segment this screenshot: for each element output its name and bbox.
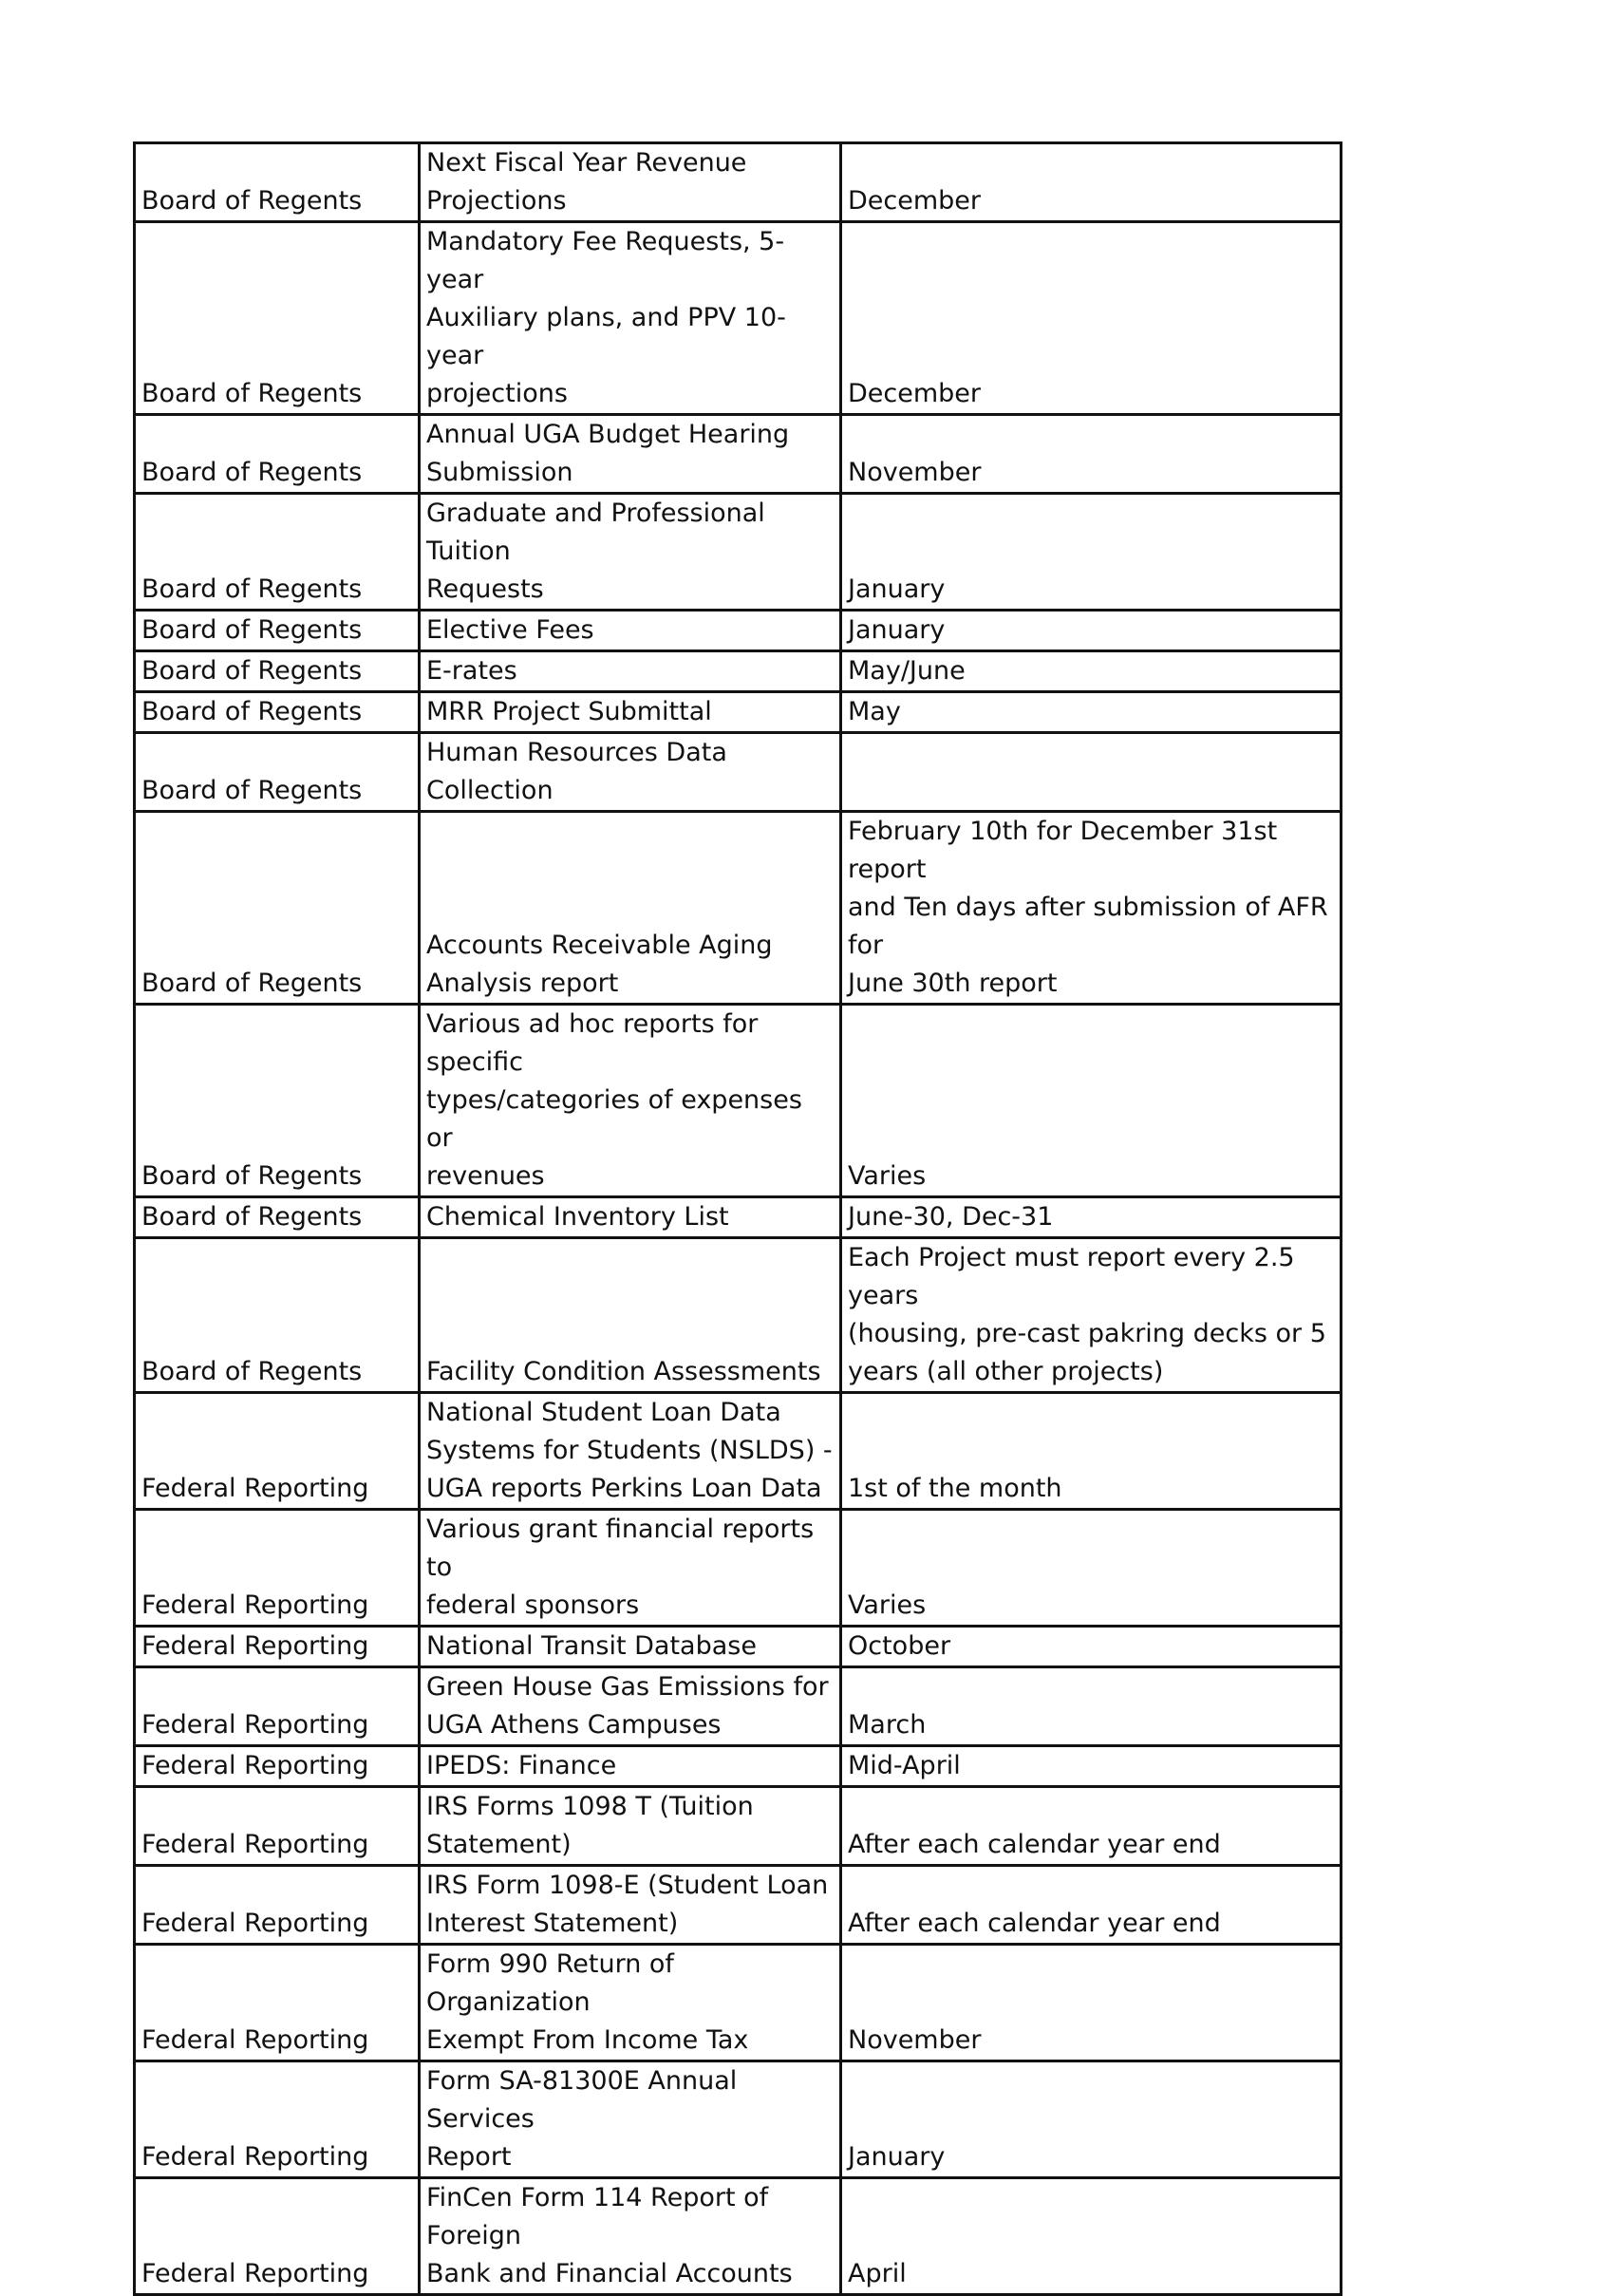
- report-name-cell: IRS Forms 1098 T (Tuition Statement): [420, 1787, 841, 1866]
- agency-cell: Federal Reporting: [135, 1667, 420, 1746]
- report-name-cell: IPEDS: Finance: [420, 1746, 841, 1787]
- agency-cell: Board of Regents: [135, 415, 420, 494]
- table-row: [135, 651, 1342, 692]
- agency-cell: Board of Regents: [135, 494, 420, 611]
- table-row: [135, 1393, 1342, 1510]
- due-date-cell: January: [841, 611, 1342, 651]
- agency-cell: Board of Regents: [135, 222, 420, 415]
- table-row: [135, 1667, 1342, 1746]
- report-name-cell: Elective Fees: [420, 611, 841, 651]
- table-row: [135, 1197, 1342, 1238]
- agency-cell: Board of Regents: [135, 1005, 420, 1197]
- report-name-cell: Various ad hoc reports for specific types/categories of expenses or revenues: [420, 1005, 841, 1197]
- report-name-cell: National Student Loan Data Systems for Students (NSLDS) - UGA reports Perkins Loan Data: [420, 1393, 841, 1510]
- table-row: [135, 1627, 1342, 1667]
- agency-cell: Federal Reporting: [135, 1787, 420, 1866]
- table-row: [135, 733, 1342, 812]
- table-row: [135, 494, 1342, 611]
- due-date-cell: November: [841, 415, 1342, 494]
- table-row: [135, 812, 1342, 1005]
- agency-cell: Federal Reporting: [135, 1866, 420, 1945]
- table-row: [135, 2061, 1342, 2178]
- due-date-cell: May: [841, 692, 1342, 733]
- due-date-cell: March: [841, 1667, 1342, 1746]
- table-row: [135, 1866, 1342, 1945]
- report-name-cell: E-rates: [420, 651, 841, 692]
- table-row: [135, 415, 1342, 494]
- due-date-cell: Mid-April: [841, 1746, 1342, 1787]
- table-row: [135, 1510, 1342, 1627]
- table-row: [135, 1945, 1342, 2061]
- agency-cell: Federal Reporting: [135, 2178, 420, 2295]
- due-date-cell: December: [841, 143, 1342, 222]
- agency-cell: Federal Reporting: [135, 2061, 420, 2178]
- agency-cell: Federal Reporting: [135, 1393, 420, 1510]
- report-name-cell: Graduate and Professional Tuition Requests: [420, 494, 841, 611]
- report-name-cell: National Transit Database: [420, 1627, 841, 1667]
- due-date-cell: Varies: [841, 1510, 1342, 1627]
- due-date-cell: January: [841, 2061, 1342, 2178]
- report-name-cell: Form 990 Return of Organization Exempt From Income Tax: [420, 1945, 841, 2061]
- report-name-cell: MRR Project Submittal: [420, 692, 841, 733]
- report-name-cell: Human Resources Data Collection: [420, 733, 841, 812]
- due-date-cell: November: [841, 1945, 1342, 2061]
- agency-cell: Board of Regents: [135, 143, 420, 222]
- table-row: [135, 1238, 1342, 1393]
- table-row: [135, 1787, 1342, 1866]
- report-name-cell: Green House Gas Emissions for UGA Athens Campuses: [420, 1667, 841, 1746]
- table-body: [135, 143, 1342, 2295]
- due-date-cell: January: [841, 494, 1342, 611]
- due-date-cell: After each calendar year end: [841, 1787, 1342, 1866]
- table-row: [135, 2178, 1342, 2295]
- due-date-cell: [841, 733, 1342, 812]
- due-date-cell: December: [841, 222, 1342, 415]
- due-date-cell: October: [841, 1627, 1342, 1667]
- report-name-cell: Mandatory Fee Requests, 5-year Auxiliary plans, and PPV 10-year projections: [420, 222, 841, 415]
- agency-cell: Board of Regents: [135, 692, 420, 733]
- due-date-cell: April: [841, 2178, 1342, 2295]
- agency-cell: Board of Regents: [135, 1197, 420, 1238]
- table-row: [135, 143, 1342, 222]
- report-name-cell: FinCen Form 114 Report of Foreign Bank and Financial Accounts: [420, 2178, 841, 2295]
- report-name-cell: Form SA-81300E Annual Services Report: [420, 2061, 841, 2178]
- agency-cell: Board of Regents: [135, 812, 420, 1005]
- reporting-schedule-table: [133, 141, 1342, 2296]
- agency-cell: Board of Regents: [135, 651, 420, 692]
- report-name-cell: Next Fiscal Year Revenue Projections: [420, 143, 841, 222]
- report-name-cell: IRS Form 1098-E (Student Loan Interest Statement): [420, 1866, 841, 1945]
- due-date-cell: February 10th for December 31st report and Ten days after submission of AFR for June 30th report: [841, 812, 1342, 1005]
- report-name-cell: Chemical Inventory List: [420, 1197, 841, 1238]
- report-name-cell: Accounts Receivable Aging Analysis report: [420, 812, 841, 1005]
- agency-cell: Federal Reporting: [135, 1746, 420, 1787]
- table-row: [135, 1746, 1342, 1787]
- due-date-cell: Varies: [841, 1005, 1342, 1197]
- agency-cell: Board of Regents: [135, 733, 420, 812]
- report-name-cell: Annual UGA Budget Hearing Submission: [420, 415, 841, 494]
- report-name-cell: Facility Condition Assessments: [420, 1238, 841, 1393]
- due-date-cell: 1st of the month: [841, 1393, 1342, 1510]
- due-date-cell: Each Project must report every 2.5 years (housing, pre-cast pakring decks or 5 years (all other projects): [841, 1238, 1342, 1393]
- due-date-cell: May/June: [841, 651, 1342, 692]
- agency-cell: Board of Regents: [135, 1238, 420, 1393]
- agency-cell: Board of Regents: [135, 611, 420, 651]
- agency-cell: Federal Reporting: [135, 1945, 420, 2061]
- agency-cell: Federal Reporting: [135, 1627, 420, 1667]
- table-row: [135, 611, 1342, 651]
- table-row: [135, 1005, 1342, 1197]
- table-row: [135, 692, 1342, 733]
- agency-cell: Federal Reporting: [135, 1510, 420, 1627]
- table-row: [135, 222, 1342, 415]
- report-name-cell: Various grant financial reports to federal sponsors: [420, 1510, 841, 1627]
- due-date-cell: After each calendar year end: [841, 1866, 1342, 1945]
- due-date-cell: June-30, Dec-31: [841, 1197, 1342, 1238]
